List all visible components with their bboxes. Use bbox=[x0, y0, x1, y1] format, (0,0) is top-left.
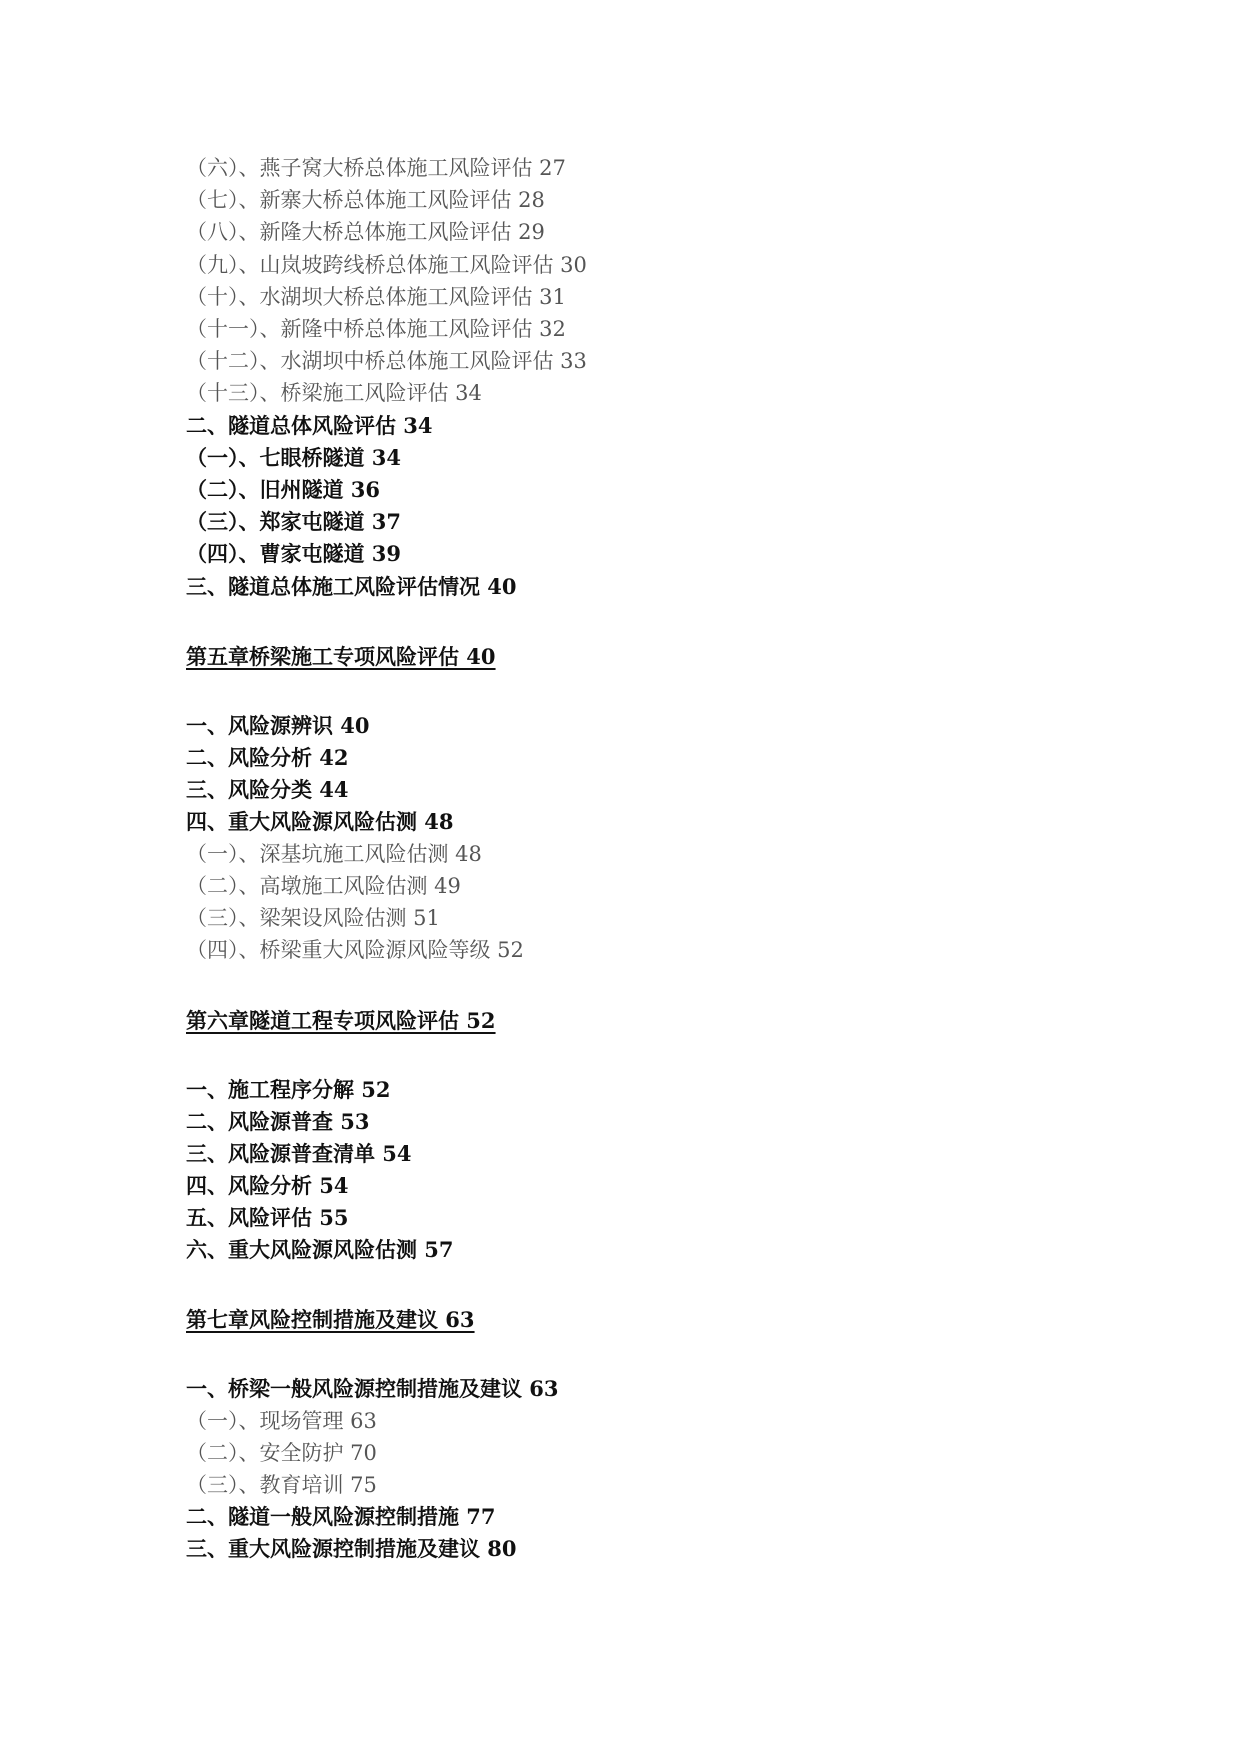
toc-entry-risk-assessment[interactable]: 五、风险评估 55 bbox=[186, 1205, 349, 1230]
toc-entry-tunnel-major-risk[interactable]: 六、重大风险源风险估测 57 bbox=[186, 1237, 454, 1262]
toc-entry-tunnel-general-control[interactable]: 二、隧道一般风险源控制措施 77 bbox=[186, 1504, 496, 1529]
toc-entry-risk-survey-list[interactable]: 三、风险源普查清单 54 bbox=[186, 1141, 412, 1166]
toc-entry-safety-protection[interactable]: （二）、安全防护 70 bbox=[186, 1441, 377, 1465]
toc-entry-xinlong-bridge[interactable]: （八）、新隆大桥总体施工风险评估 29 bbox=[186, 220, 545, 244]
toc-entry-site-management[interactable]: （一）、现场管理 63 bbox=[186, 1409, 377, 1433]
toc-entry-education-training[interactable]: （三）、教育培训 75 bbox=[186, 1473, 377, 1497]
toc-entry-deep-pit[interactable]: （一）、深基坑施工风险估测 48 bbox=[186, 842, 482, 866]
toc-entry-risk-classification[interactable]: 三、风险分类 44 bbox=[186, 777, 349, 802]
toc-chapter-5[interactable]: 第五章桥梁施工专项风险评估 40 bbox=[186, 644, 496, 669]
toc-chapter-6[interactable]: 第六章隧道工程专项风险评估 52 bbox=[186, 1008, 496, 1033]
toc-entry-xinzhai-bridge[interactable]: （七）、新寨大桥总体施工风险评估 28 bbox=[186, 188, 545, 212]
toc-entry-high-pier[interactable]: （二）、高墩施工风险估测 49 bbox=[186, 874, 461, 898]
toc-entry-shanlanpo-overpass[interactable]: （九）、山岚坡跨线桥总体施工风险评估 30 bbox=[186, 253, 587, 277]
toc-entry-zhengjiatun-tunnel[interactable]: （三）、郑家屯隧道 37 bbox=[186, 509, 402, 534]
toc-entry-bridge-risk-grade[interactable]: （四）、桥梁重大风险源风险等级 52 bbox=[186, 938, 524, 962]
toc-entry-jiuzhou-tunnel[interactable]: （二）、旧州隧道 36 bbox=[186, 477, 381, 502]
toc-entry-bridge-risk[interactable]: （十三）、桥梁施工风险评估 34 bbox=[186, 381, 482, 405]
toc-entry-xinlong-mid-bridge[interactable]: （十一）、新隆中桥总体施工风险评估 32 bbox=[186, 317, 566, 341]
toc-entry-qiyanqiao-tunnel[interactable]: （一）、七眼桥隧道 34 bbox=[186, 445, 402, 470]
toc-entry-tunnel-overall-risk[interactable]: 二、隧道总体风险评估 34 bbox=[186, 413, 433, 438]
toc-entry-risk-survey[interactable]: 二、风险源普查 53 bbox=[186, 1109, 370, 1134]
toc-entry-shuihuba-mid-bridge[interactable]: （十二）、水湖坝中桥总体施工风险评估 33 bbox=[186, 349, 587, 373]
toc-entry-bridge-general-control[interactable]: 一、桥梁一般风险源控制措施及建议 63 bbox=[186, 1376, 559, 1401]
toc-entry-risk-analysis[interactable]: 二、风险分析 42 bbox=[186, 745, 349, 770]
toc-entry-major-risk-control[interactable]: 三、重大风险源控制措施及建议 80 bbox=[186, 1536, 517, 1561]
toc-entry-shuihuba-bridge[interactable]: （十）、水湖坝大桥总体施工风险评估 31 bbox=[186, 285, 566, 309]
toc-entry-tunnel-construction-risk[interactable]: 三、隧道总体施工风险评估情况 40 bbox=[186, 574, 517, 599]
toc-entry-major-risk-estimation[interactable]: 四、重大风险源风险估测 48 bbox=[186, 809, 454, 834]
toc-entry-procedure-decomposition[interactable]: 一、施工程序分解 52 bbox=[186, 1077, 391, 1102]
toc-entry-yanziwo-bridge[interactable]: （六）、燕子窝大桥总体施工风险评估 27 bbox=[186, 156, 566, 180]
toc-entry-caojiatun-tunnel[interactable]: （四）、曹家屯隧道 39 bbox=[186, 541, 402, 566]
toc-chapter-7[interactable]: 第七章风险控制措施及建议 63 bbox=[186, 1307, 475, 1332]
toc-entry-tunnel-risk-analysis[interactable]: 四、风险分析 54 bbox=[186, 1173, 349, 1198]
toc-entry-beam-erection[interactable]: （三）、梁架设风险估测 51 bbox=[186, 906, 440, 930]
toc-entry-risk-identification[interactable]: 一、风险源辨识 40 bbox=[186, 713, 370, 738]
